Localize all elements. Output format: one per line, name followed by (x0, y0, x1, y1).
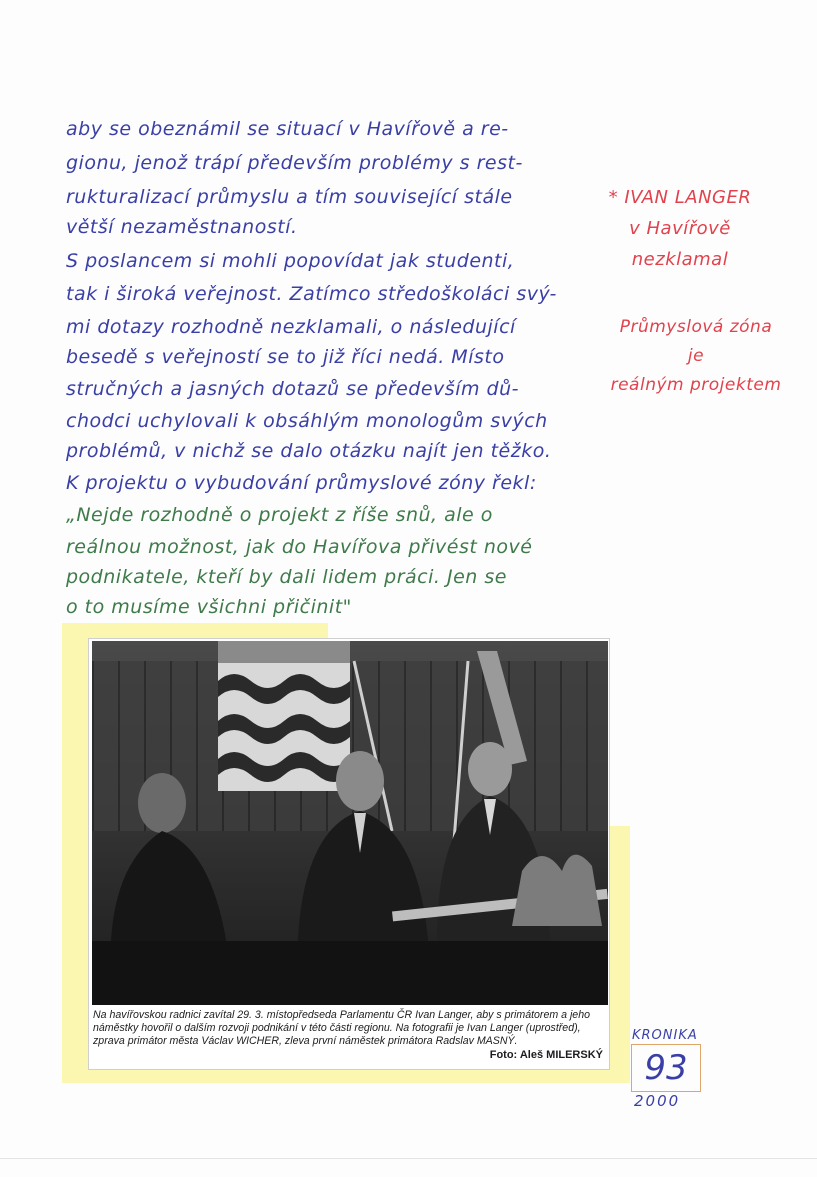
page-bottom-rule (0, 1158, 817, 1159)
text-line: mi dotazy rozhodně nezklamali, o následující (66, 316, 516, 338)
text-line: tak i široká veřejnost. Zatímco středoškoláci svý- (66, 283, 557, 305)
text-line: chodci uchylovali k obsáhlým monologům svých (66, 410, 548, 432)
photo-credit: Foto: Aleš MILERSKÝ (489, 1049, 603, 1061)
side-note-line: Průmyslová zóna (619, 317, 773, 337)
chronicle-label: KRONIKA (632, 1028, 698, 1043)
quote-line: o to musíme všichni přičinit" (66, 596, 352, 618)
newspaper-clipping (88, 638, 610, 1070)
text-line: rukturalizací průmyslu a tím související stále (66, 186, 513, 208)
text-line: besedě s veřejností se to již říci nedá. Místo (66, 346, 505, 368)
text-line: K projektu o vybudování průmyslové zóny řekl: (66, 472, 537, 494)
chronicle-year: 2000 (634, 1092, 681, 1110)
flag (218, 641, 350, 791)
newspaper-photo (92, 641, 608, 1005)
side-note-line: v Havířově (629, 218, 731, 239)
quote-line: reálnou možnost, jak do Havířova přivést nové (66, 536, 533, 558)
text-line: gionu, jenož trápí především problémy s rest- (66, 152, 523, 174)
text-line: S poslancem si mohli popovídat jak studenti, (66, 250, 515, 272)
text-line: stručných a jasných dotazů se především dů- (66, 378, 519, 400)
text-line: větší nezaměstnaností. (66, 216, 298, 238)
side-note-line: * IVAN LANGER (608, 187, 752, 208)
text-line: problémů, v nichž se dalo otázku najít jen těžko. (66, 440, 552, 462)
page-number-box (631, 1044, 701, 1092)
side-note-line: je (687, 346, 705, 366)
side-note-langer (580, 182, 780, 275)
side-note-zone (590, 313, 802, 400)
photo-illustration (92, 641, 608, 1005)
quote-line: podnikatele, kteří by dali lidem práci. Jen se (66, 566, 507, 588)
text-line: aby se obeznámil se situací v Havířově a re- (66, 118, 509, 140)
photo-caption: Na havířovskou radnici zavítal 29. 3. místopředseda Parlamentu ČR Ivan Langer, aby s primátorem a jeho náměstky hovořil o dalším rozvoji podnikání v této části regionu. Na fotografii je Ivan Langer (uprostřed), zprava primátor města Václav WICHER, zleva první náměstek primátora Radslav MASNÝ. (93, 1009, 590, 1047)
side-note-line: nezklamal (631, 249, 729, 270)
side-note-line: reálným projektem (610, 375, 782, 395)
quote-line: „Nejde rozhodně o projekt z říše snů, ale o (66, 504, 493, 526)
page-number: 93 (644, 1048, 688, 1088)
